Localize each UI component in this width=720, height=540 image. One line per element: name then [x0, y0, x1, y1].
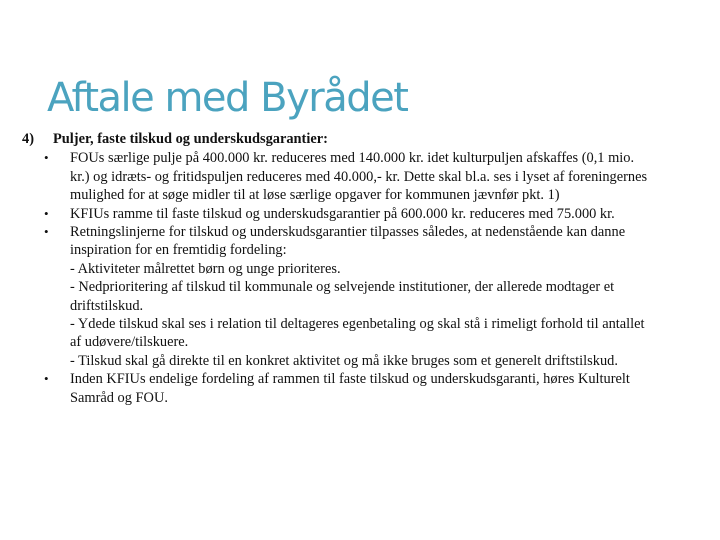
- bullet-text-line: inspiration for en fremtidig fordeling:: [70, 242, 287, 259]
- section-number: 4): [22, 131, 34, 147]
- bullet-text-line: - Aktiviteter målrettet børn og unge prioriteres.: [70, 260, 341, 277]
- bullet-text-line: Retningslinjerne for tilskud og underskudsgarantier tilpasses således, at nedenstående kan danne: [70, 224, 626, 241]
- bullet-list: [22, 149, 702, 407]
- bullet-item: [22, 149, 702, 204]
- bullet-text-line: af udøvere/tilskuere.: [70, 334, 189, 351]
- bullet-text-line: kr.) og idræts- og fritidspuljen reduceres med 40.000,- kr. Dette skal bl.a. ses i lyset af foreningernes: [70, 168, 648, 185]
- bullet-text-line: - Tilskud skal gå direkte til en konkret aktivitet og må ikke bruges som et generelt driftstilskud.: [70, 352, 618, 369]
- bullet-dot-icon: •: [44, 205, 49, 221]
- bullet-dot-icon: •: [44, 150, 49, 166]
- section-heading: Puljer, faste tilskud og underskudsgarantier:: [53, 131, 328, 147]
- bullet-text-line: Samråd og FOU.: [70, 389, 168, 406]
- bullet-text-line: Inden KFIUs endelige fordeling af rammen til faste tilskud og underskudsgaranti, høres Kulturelt: [70, 371, 630, 388]
- bullet-dot-icon: •: [44, 224, 49, 240]
- bullet-item: [22, 370, 702, 407]
- document-excerpt: [22, 130, 702, 407]
- bullet-item: [22, 223, 702, 370]
- section-heading-row: [22, 130, 702, 148]
- bullet-item: [22, 205, 702, 223]
- bullet-text-line: - Nedprioritering af tilskud til kommunale og selvejende institutioner, der allerede modtager et: [70, 279, 615, 296]
- bullet-dot-icon: •: [44, 371, 49, 387]
- bullet-text-line: mulighed for at søge midler til at løse særlige opgaver for kommunen jævnfør pkt. 1): [70, 187, 560, 204]
- slide-title: Aftale med Byrådet: [47, 75, 408, 121]
- bullet-text-line: driftstilskud.: [70, 297, 144, 314]
- bullet-text-line: KFIUs ramme til faste tilskud og underskudsgarantier på 600.000 kr. reduceres med 75.000 kr.: [70, 205, 615, 222]
- bullet-text-line: - Ydede tilskud skal ses i relation til deltageres egenbetaling og skal stå i rimeligt forhold til antallet: [70, 316, 645, 333]
- bullet-text-line: FOUs særlige pulje på 400.000 kr. reduceres med 140.000 kr. idet kulturpuljen afskaffes (0,1 mio.: [70, 150, 635, 167]
